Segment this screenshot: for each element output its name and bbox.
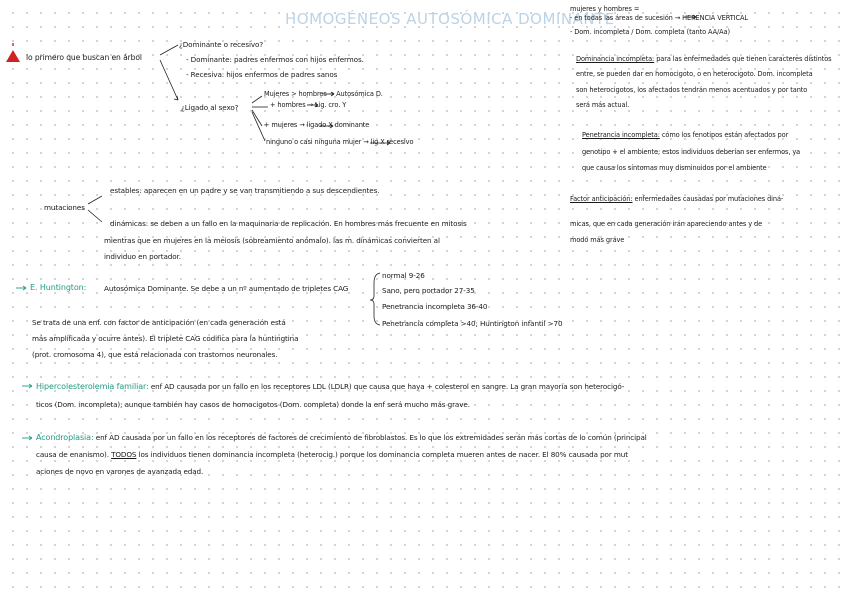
acondro-line3: aciones de novo en varones de avanzada edad. <box>36 467 204 476</box>
huntington-desc: Autosómica Dominante. Se debe a un nº aumentado de tripletes CAG <box>104 284 349 293</box>
tree-q2d: ninguno o casi ninguna mujer → lig X recesivo <box>266 138 414 146</box>
page-title: HOMOGÉNEOS AUTOSÓMICA DOMINANTE <box>285 10 615 28</box>
hiper-label: Hipercolesterolemia familiar: <box>36 382 149 391</box>
penetrancia-label: Penetrancia incompleta: <box>582 131 660 139</box>
hiper-line2: ticos (Dom. incompleta); aunque también hay casos de homocigotos (Dom. completa) donde la enf será mucho más grave. <box>36 400 470 409</box>
huntington-range-4: Penetrancia completa >40; Huntington infantil >70 <box>382 319 563 328</box>
huntington-range-2: Sano, pero portador 27-35 <box>382 286 475 295</box>
huntington-para-1: Se trata de una enf. con factor de anticipación (en cada generación está <box>32 318 286 327</box>
tree-q1: ¿Dominante o recesivo? <box>179 40 264 49</box>
acondro-line1: Acondroplasia: enf AD causada por un fallo en los receptores de factores de crecimiento de fibroblastos. Es lo que los extremidades serán más cortas de lo común (principal <box>36 433 647 442</box>
mutaciones-label: mutaciones <box>44 203 85 212</box>
mutaciones-dinamicas-3: individuo en portador. <box>104 252 181 261</box>
penetrancia-line3: que causa los síntomas muy disminuidos por el ambiente <box>582 164 767 172</box>
penetrancia-line1: Penetrancia incompleta: cómo los fenotipos están afectados por <box>582 131 789 139</box>
tree-q1b: - Recesiva: hijos enfermos de padres sanos <box>186 70 338 79</box>
dom-incompleta-line1: Dominancia incompleta: para las enfermedades que tienen caracteres distintos <box>576 55 832 63</box>
mutaciones-dinamicas-1: dinámicas: se deben a un fallo en la maquinaria de replicación. En hombres más frecuente en mitosis <box>110 219 467 228</box>
tree-q1a: - Dominante: padres enfermos con hijos enfermos. <box>186 55 364 64</box>
factor-line2: micas, que en cada generación irán apareciendo antes y de <box>570 220 763 228</box>
mutaciones-dinamicas-2: mientras que en mujeres en la meiosis (sobreamiento anómalo). las m. dinámicas convierten al <box>104 236 440 245</box>
dom-incompleta-line3: son heterocigotos, los afectados tendrán menos acentuados y por tanto <box>576 86 808 94</box>
mutaciones-estables: estables: aparecen en un padre y se van transmitiendo a sus descendientes. <box>110 186 380 195</box>
right-top-line3: - Dom. incompleta / Dom. completa (tanto AA/Aa) <box>570 28 730 36</box>
tree-q2: ¿Ligado al sexo? <box>181 103 239 112</box>
penetrancia-line2: genotipo + el ambiente; estos individuos deberían ser enfermos, ya <box>582 148 801 156</box>
tree-q2b: + hombres → Lig. cro. Y <box>270 101 347 109</box>
tree-q2c: + mujeres → ligado X dominante <box>264 121 370 129</box>
huntington-label: E. Huntington: <box>30 283 87 292</box>
right-top-line1: mujeres y hombres = <box>570 5 640 13</box>
warning-icon <box>6 43 20 62</box>
factor-label: Factor anticipación: <box>570 195 633 203</box>
huntington-range-1: normal 9-26 <box>382 271 425 280</box>
dom-incompleta-line2: entre, se pueden dar en homocigoto, o en heterocigoto. Dom. incompleta <box>576 70 813 78</box>
hiper-line1: Hipercolesterolemia familiar: enf AD causada por un fallo en los receptores LDL (LDLR) que causa que haya + colesterol en sangre. La gran mayoría son heterocigó- <box>36 382 625 391</box>
factor-line1: Factor anticipación: enfermedades causadas por mutaciones diná- <box>570 195 784 203</box>
huntington-para-2: más amplificada y ocurre antes). El triplete CAG codifica para la huntingtina <box>32 334 299 343</box>
tree-root: lo primero que buscan en árbol <box>26 53 142 62</box>
right-top-line2: - en todas las áreas de sucesión → HERENCIA VERTICAL <box>570 14 748 22</box>
acondro-line2: causa de enanismo). TODOS los individuos tienen dominancia incompleta (heterocig.) porque los dominancia completa mueren antes de nacer. El 80% causada por mut <box>36 450 628 459</box>
dom-incompleta-line4: será más actual. <box>576 101 630 109</box>
huntington-para-3: (prot. cromosoma 4), que está relacionada con trastornos neuronales. <box>32 350 278 359</box>
tree-q2a: Mujeres > hombres → Autosómica D. <box>264 90 383 98</box>
dom-incompleta-label: Dominancia incompleta: <box>576 55 655 63</box>
acondro-todos: TODOS <box>111 450 137 459</box>
huntington-range-3: Penetrancia incompleta 36-40 <box>382 302 488 311</box>
factor-line3: modo más grave <box>570 236 625 244</box>
acondro-label: Acondroplasia: <box>36 433 94 442</box>
